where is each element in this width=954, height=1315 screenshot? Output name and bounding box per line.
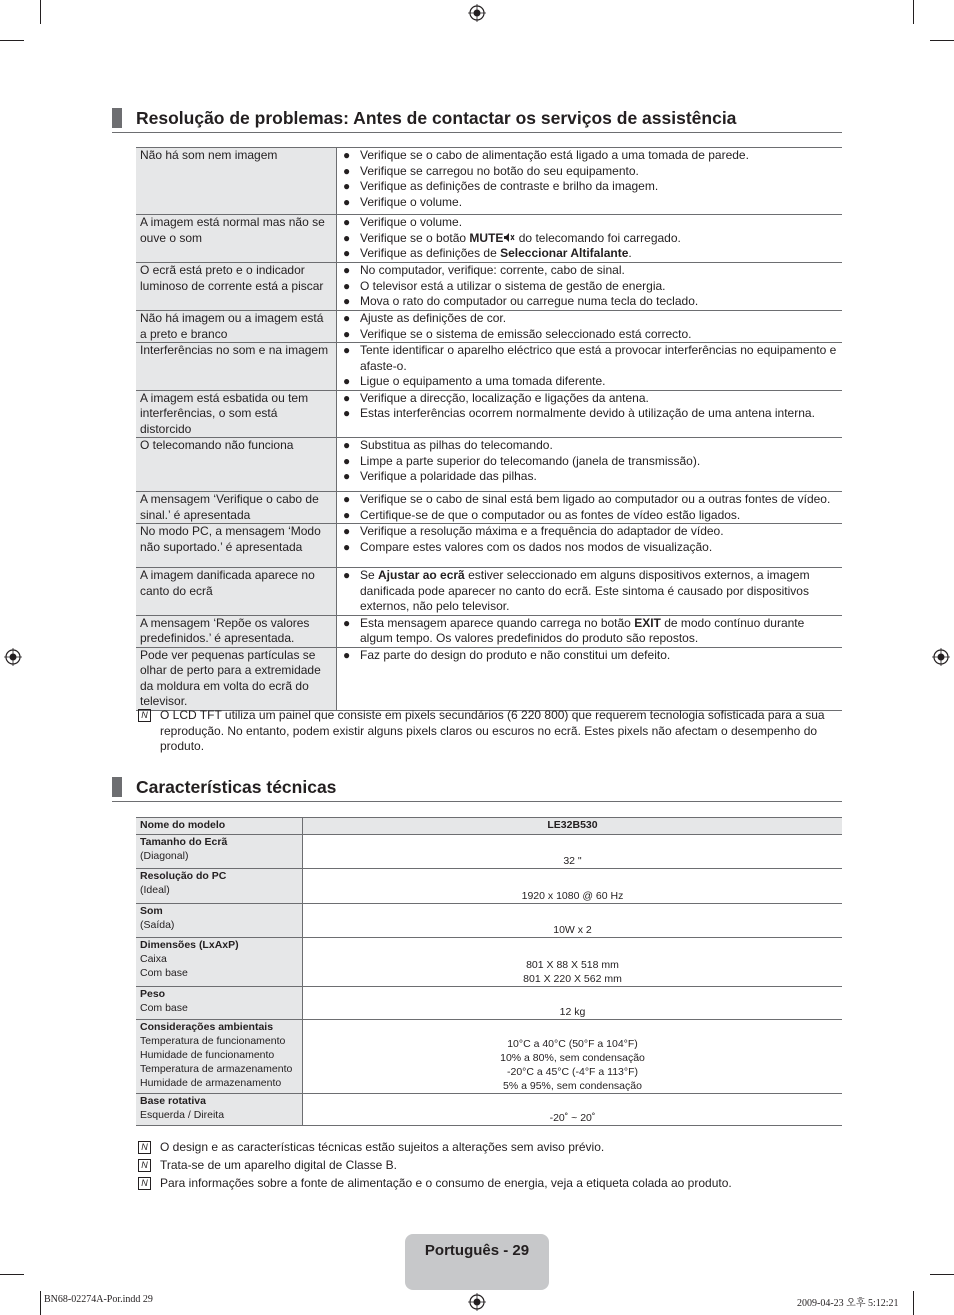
footer-file: BN68-02274A-Por.indd 29	[44, 1294, 153, 1305]
spec-value-cell	[303, 835, 843, 869]
problem-cell: Não há som nem imagem	[136, 148, 337, 215]
bullet-icon: ●	[343, 539, 351, 554]
solution-item	[343, 454, 838, 470]
solution-text: O televisor está a utilizar o sistema de gestão de energia.	[360, 278, 666, 293]
table-row	[136, 524, 842, 568]
spec-label-cell	[136, 1020, 303, 1094]
spec-value: 1920 x 1080 @ 60 Hz	[521, 890, 624, 902]
solution-cell	[337, 524, 843, 568]
solution-text: Substitua as pilhas do telecomando.	[360, 438, 553, 452]
problem-cell: A mensagem ‘Repõe os valores predefinidos.’ é apresentada.	[136, 615, 337, 647]
spec-value: 10°C a 40°C (50°F a 104°F)	[507, 1038, 638, 1050]
bullet-icon: ●	[343, 507, 351, 522]
solution-item	[343, 279, 838, 295]
bullet-icon: ●	[343, 406, 351, 420]
solution-item	[343, 231, 838, 247]
table-row	[136, 438, 842, 492]
spec-value-cell	[303, 938, 843, 987]
spec-label-cell	[136, 938, 303, 987]
mute-icon	[503, 231, 515, 245]
spec-title: Peso	[140, 988, 166, 1000]
solution-item	[343, 406, 838, 422]
spec-value-cell	[303, 1094, 843, 1126]
solution-item	[343, 311, 838, 327]
solution-item	[343, 327, 838, 343]
solution-item	[343, 524, 838, 540]
bullet-icon: ●	[343, 246, 351, 260]
solution-text: Verifique o volume.	[360, 194, 463, 209]
table-row	[136, 390, 842, 438]
solution-cell	[337, 263, 843, 311]
solution-text: Verifique a polaridade das pilhas.	[360, 469, 537, 483]
bullet-icon: ●	[343, 453, 351, 468]
note	[138, 708, 842, 755]
table-row	[136, 311, 842, 343]
solution-text: Esta mensagem aparece quando carrega no botão	[360, 615, 635, 630]
solution-item	[343, 148, 838, 164]
header-label: Nome do modelo	[136, 818, 303, 835]
note-text: Para informações sobre a fonte de alimentação e o consumo de energia, veja a etiqueta colada ao produto.	[160, 1176, 732, 1190]
solution-cell	[337, 492, 843, 524]
table-row	[136, 148, 842, 215]
solution-text: No computador, verifique: corrente, cabo de sinal.	[360, 263, 625, 277]
solution-item	[343, 374, 838, 390]
solution-text: .	[628, 246, 632, 260]
solution-text: de modo contínuo durante algum tempo. Os valores predefinidos do produto são repostos.	[360, 615, 805, 645]
spec-value-cell	[303, 987, 843, 1020]
troubleshooting-table	[136, 147, 842, 711]
solution-cell	[337, 568, 843, 616]
table-row	[136, 343, 842, 391]
table-row	[136, 492, 842, 524]
solution-item	[343, 179, 838, 195]
solution-cell	[337, 615, 843, 647]
bullet-icon: ●	[343, 215, 351, 229]
page-number: Português - 29	[424, 1242, 530, 1259]
bullet-icon: ●	[343, 647, 351, 662]
note-icon: N	[138, 1159, 151, 1172]
section-title: Características técnicas	[136, 777, 337, 797]
solution-text: Tente identificar o aparelho eléctrico que está a provocar interferências no equipamento e afaste-o.	[360, 343, 837, 373]
spec-row	[136, 987, 842, 1020]
spec-sublabel: Esquerda / Direita	[140, 1109, 225, 1121]
bullet-icon: ●	[343, 438, 351, 452]
solution-emphasis: Seleccionar Altifalante	[500, 246, 629, 260]
spec-label-cell	[136, 987, 303, 1020]
section-heading	[112, 777, 842, 802]
solution-item	[343, 263, 838, 279]
bullet-icon: ●	[343, 179, 351, 193]
bullet-icon: ●	[343, 524, 351, 538]
spec-value: -20°C a 45°C (-4°F a 113°F)	[507, 1066, 638, 1078]
spec-sublabel: Humidade de armazenamento	[140, 1077, 282, 1089]
spec-sublabel: (Saída)	[140, 919, 175, 931]
solution-item	[343, 215, 838, 231]
spec-value: 801 X 220 X 562 mm	[523, 973, 622, 985]
solution-emphasis: Ajustar ao ecrã	[378, 568, 465, 582]
note-text: O LCD TFT utiliza um painel que consiste em pixels secundários (6 220 800) que requerem tecnologia sofisticada para a sua reprodução. No entanto, podem existir alguns pixels claros ou escuros no ecrã. Estes pixels não afectam o desempenho do produto.	[160, 708, 825, 753]
table-row	[136, 215, 842, 263]
solution-item	[343, 438, 838, 454]
spec-row	[136, 835, 842, 869]
solution-item	[343, 492, 838, 508]
spec-value-cell	[303, 904, 843, 938]
spec-row	[136, 904, 842, 938]
solution-item	[343, 508, 838, 524]
spec-value: 12 kg	[559, 1006, 586, 1018]
spec-sublabel: Com base	[140, 1002, 188, 1014]
solution-text: do telecomando foi carregado.	[515, 230, 681, 245]
note	[138, 1158, 842, 1174]
table-row	[136, 263, 842, 311]
solution-cell	[337, 647, 843, 710]
problem-cell: A imagem danificada aparece no canto do ecrã	[136, 568, 337, 616]
bullet-icon: ●	[343, 390, 351, 405]
registration-mark-icon	[4, 648, 22, 666]
solution-text: Verifique as definições de contraste e brilho da imagem.	[360, 179, 659, 193]
note-text: O design e as características técnicas estão sujeitos a alterações sem aviso prévio.	[160, 1140, 605, 1154]
solution-cell	[337, 148, 843, 215]
problem-cell: No modo PC, a mensagem ‘Modo não suportado.’ é apresentada	[136, 524, 337, 568]
solution-text: Verifique se o botão	[360, 230, 470, 245]
solution-text: Verifique se carregou no botão do seu equipamento.	[360, 163, 639, 178]
solution-cell	[337, 343, 843, 391]
problem-cell: O telecomando não funciona	[136, 438, 337, 492]
bullet-icon: ●	[343, 615, 351, 630]
note-icon: N	[138, 1141, 151, 1154]
solution-text: Verifique as definições de	[360, 246, 501, 260]
spec-value: 801 X 88 X 518 mm	[526, 959, 619, 971]
heading-bar	[112, 777, 122, 797]
solution-text: estiver seleccionado em alguns dispositivos externos, a imagem danificada pode aparecer no canto do ecrã. Este sintoma é causado por dispositivos externos, não pelo televisor.	[360, 568, 810, 613]
problem-cell: O ecrã está preto e o indicador luminoso de corrente está a piscar	[136, 263, 337, 311]
bullet-icon: ●	[343, 311, 351, 325]
crop-mark	[930, 1274, 954, 1275]
solution-text: Verifique se o cabo de sinal está bem ligado ao computador ou a outras fontes de vídeo.	[360, 492, 831, 506]
specs-table	[136, 817, 842, 1126]
spec-sublabel: Caixa	[140, 953, 167, 965]
problem-cell: A mensagem ‘Verifique o cabo de sinal.’ é apresentada	[136, 492, 337, 524]
table-row	[136, 615, 842, 647]
spec-value: 32 "	[563, 855, 582, 867]
solution-text: Certifique-se de que o computador ou as fontes de vídeo estão ligados.	[360, 507, 741, 522]
solution-text: Mova o rato do computador ou carregue numa tecla do teclado.	[360, 294, 699, 308]
spec-row	[136, 938, 842, 987]
bullet-icon: ●	[343, 263, 351, 277]
note-text: Trata-se de um aparelho digital de Classe B.	[160, 1158, 398, 1172]
solution-cell	[337, 438, 843, 492]
solution-text: Verifique se o sistema de emissão seleccionado está correcto.	[360, 326, 692, 341]
spec-title: Som	[140, 905, 163, 917]
spec-value-cell	[303, 869, 843, 904]
spec-title: Tamanho do Ecrã	[140, 836, 228, 848]
spec-value: -20˚ ~ 20˚	[549, 1112, 596, 1124]
registration-mark-icon	[468, 1293, 486, 1311]
page-number-tab	[405, 1234, 549, 1290]
solution-text: Se	[360, 568, 379, 582]
section-heading	[112, 108, 842, 133]
spec-sublabel: Temperatura de armazenamento	[140, 1063, 293, 1075]
spec-title: Resolução do PC	[140, 870, 227, 882]
bullet-icon: ●	[343, 374, 351, 388]
bullet-icon: ●	[343, 278, 351, 293]
solution-text: Ajuste as definições de cor.	[360, 311, 507, 325]
spec-row	[136, 869, 842, 904]
note-icon: N	[138, 709, 151, 722]
problem-cell: Interferências no som e na imagem	[136, 343, 337, 391]
table-header-row	[136, 818, 842, 835]
spec-label-cell	[136, 1094, 303, 1126]
solution-item	[343, 391, 838, 407]
solution-item	[343, 568, 838, 615]
solution-item	[343, 164, 838, 180]
bullet-icon: ●	[343, 469, 351, 483]
spec-row	[136, 1094, 842, 1126]
crop-mark	[930, 40, 954, 41]
spec-label-cell	[136, 904, 303, 938]
spec-row	[136, 1020, 842, 1094]
spec-title: Considerações ambientais	[140, 1021, 274, 1033]
solution-item	[343, 195, 838, 211]
model-name: LE32B530	[303, 818, 843, 835]
problem-cell: Não há imagem ou a imagem está a preto e branco	[136, 311, 337, 343]
solution-item	[343, 540, 838, 556]
solution-text: Verifique se o cabo de alimentação está ligado a uma tomada de parede.	[360, 148, 749, 162]
bullet-icon: ●	[343, 568, 351, 582]
crop-mark	[0, 1274, 24, 1275]
spec-value: 10W x 2	[553, 924, 592, 936]
spec-label-cell	[136, 869, 303, 904]
solution-cell	[337, 215, 843, 263]
problem-cell: Pode ver pequenas partículas se olhar de perto para a extremidade da moldura em volta do ecrã do televisor.	[136, 647, 337, 710]
solution-cell	[337, 311, 843, 343]
solution-text: Verifique a direcção, localização e ligações da antena.	[360, 390, 649, 405]
bullet-icon: ●	[343, 194, 351, 209]
heading-bar	[112, 108, 122, 128]
solution-item	[343, 246, 838, 262]
solution-text: Compare estes valores com os dados nos modos de visualização.	[360, 539, 713, 554]
solution-cell	[337, 390, 843, 438]
bullet-icon: ●	[343, 343, 351, 357]
section-title: Resolução de problemas: Antes de contactar os serviços de assistência	[136, 108, 737, 128]
spec-sublabel: Humidade de funcionamento	[140, 1049, 275, 1061]
solution-text: Verifique a resolução máxima e a frequência do adaptador de vídeo.	[360, 524, 724, 538]
spec-title: Dimensões (LxAxP)	[140, 939, 239, 951]
table-row	[136, 568, 842, 616]
crop-mark	[40, 1291, 41, 1315]
bullet-icon: ●	[343, 163, 351, 178]
spec-value: 5% a 95%, sem condensação	[503, 1080, 642, 1092]
registration-mark-icon	[468, 4, 486, 22]
spec-sublabel: (Diagonal)	[140, 850, 189, 862]
spec-sublabel: (Ideal)	[140, 884, 170, 896]
bullet-icon: ●	[343, 294, 351, 308]
spec-sublabel: Com base	[140, 967, 188, 979]
spec-label-cell	[136, 835, 303, 869]
crop-mark	[913, 1291, 914, 1315]
solution-text: Limpe a parte superior do telecomando (janela de transmissão).	[360, 453, 701, 468]
solution-item	[343, 343, 838, 374]
solution-item	[343, 469, 838, 485]
solution-emphasis: MUTE	[469, 230, 504, 245]
footer-date: 2009-04-23 오후 5:12:21	[797, 1298, 899, 1309]
solution-text: Estas interferências ocorrem normalmente devido à utilização de uma antena interna.	[360, 406, 815, 420]
note	[138, 1176, 842, 1192]
note	[138, 1140, 842, 1156]
problem-cell: A imagem está normal mas não se ouve o som	[136, 215, 337, 263]
spec-value-cell	[303, 1020, 843, 1094]
spec-value: 10% a 80%, sem condensação	[500, 1052, 645, 1064]
table-row	[136, 647, 842, 710]
crop-mark	[0, 40, 24, 41]
solution-item	[343, 294, 838, 310]
spec-title: Base rotativa	[140, 1095, 206, 1107]
solution-item	[343, 648, 838, 664]
bullet-icon: ●	[343, 148, 351, 162]
registration-mark-icon	[932, 648, 950, 666]
solution-emphasis: EXIT	[634, 615, 661, 630]
note-icon: N	[138, 1177, 151, 1190]
spec-sublabel: Temperatura de funcionamento	[140, 1035, 286, 1047]
problem-cell: A imagem está esbatida ou tem interferências, o som está distorcido	[136, 390, 337, 438]
solution-item	[343, 616, 838, 647]
solution-text: Verifique o volume.	[360, 215, 463, 229]
bullet-icon: ●	[343, 492, 351, 506]
crop-mark	[40, 0, 41, 24]
bullet-icon: ●	[343, 326, 351, 341]
solution-text: Ligue o equipamento a uma tomada diferente.	[360, 374, 606, 388]
crop-mark	[913, 0, 914, 24]
solution-text: Faz parte do design do produto e não constitui um defeito.	[360, 647, 671, 662]
bullet-icon: ●	[343, 230, 351, 245]
